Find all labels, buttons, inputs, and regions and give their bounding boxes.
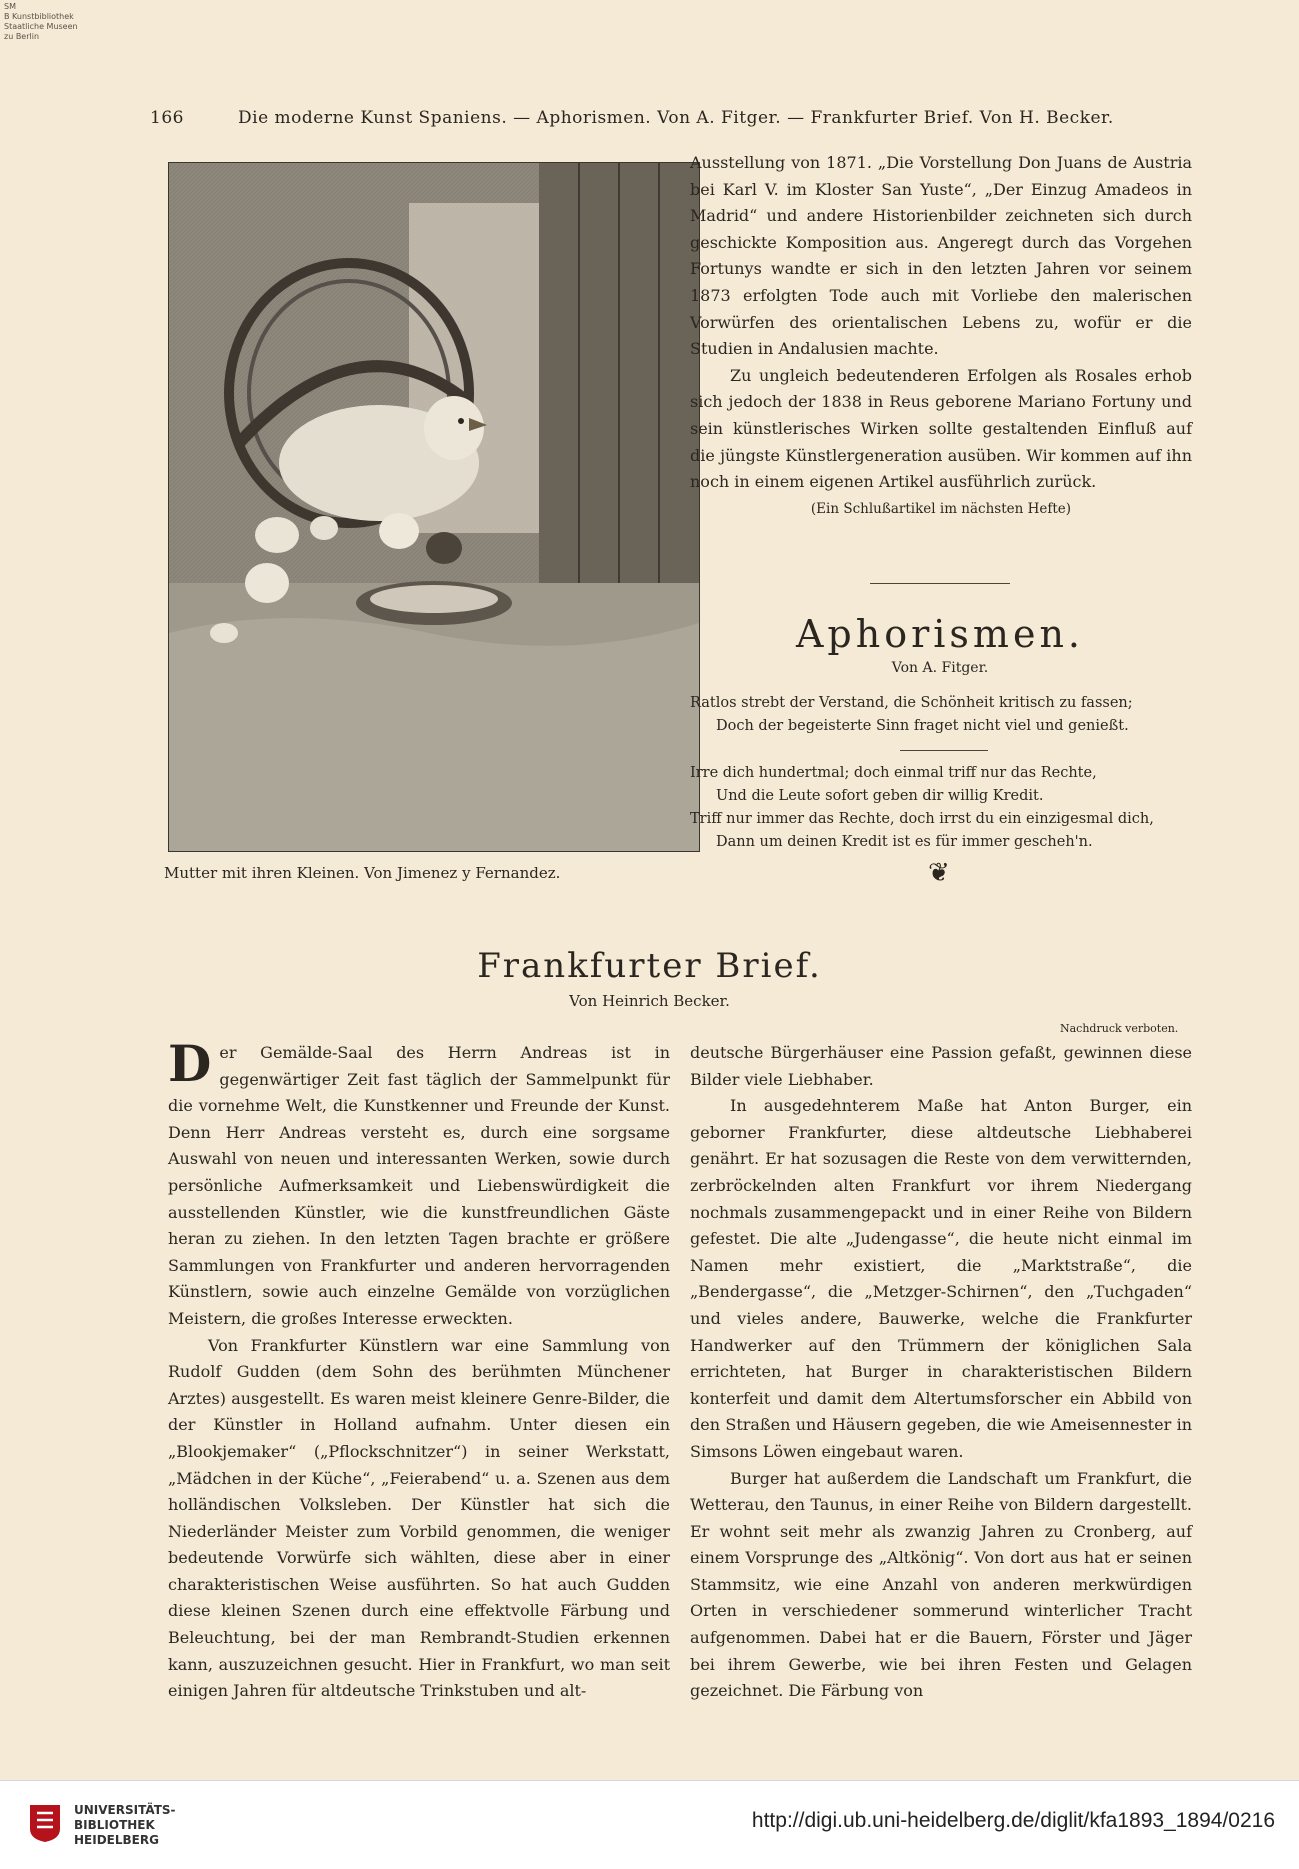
institution-line: BIBLIOTHEK	[74, 1818, 155, 1832]
verse-line: Doch der begeisterte Sinn fraget nicht viel und genießt.	[716, 718, 1129, 734]
frankfurt-left-column	[168, 1034, 670, 1705]
frankfurt-author: Von Heinrich Becker.	[569, 992, 730, 1010]
verse-line: Ratlos strebt der Verstand, die Schönheit kritisch zu fassen;	[690, 695, 1133, 711]
section-divider	[870, 583, 1010, 584]
institution-line: HEIDELBERG	[74, 1833, 159, 1847]
paragraph: In ausgedehnterem Maße hat Anton Burger, ein geborner Frankfurter, diese altdeutsche Liebhaberei genährt. Er hat sozusagen die Reste von dem verwitternden, zerbröckelnden alten Frankfurt vor ihrem Niedergang nochmals zusammengepackt und in einer Reihe von Bildern gefestet. Die alte „Judengasse“, die heute nicht einmal im Namen mehr existiert, die „Marktstraße“, die „Bendergasse“, die „Metzger-Schirnen“, den „Tuchgaden“ und vieles andere, Bauwerke, welche die Frankfurter Handwerker auf den Trümmern der königlichen Sala errichteten, hat Burger in charakteristischen Bildern konterfeit und damit dem Altertumsforscher ein Abbild von den Straßen und Häusern gegeben, die wie Ameisennester in Simsons Löwen eingebaut waren.	[690, 1096, 1192, 1461]
illustration-drawing	[169, 163, 699, 851]
library-stamp	[4, 2, 124, 42]
aphorism-stanza-2	[690, 762, 1190, 854]
paragraph: Zu ungleich bedeutenderen Erfolgen als Rosales erhob sich jedoch der 1838 in Reus geborene Mariano Fortuny und sein künstlerisches Wirken sollte gestaltenden Einfluß auf die jüngste Künstlergeneration ausüben. Wir kommen auf ihn noch in einem eigenen Artikel ausführlich zurück.	[690, 365, 1192, 492]
institution-name	[74, 1803, 176, 1848]
drop-cap: D	[168, 1034, 212, 1093]
aphorism-stanza-1	[690, 692, 1190, 738]
stamp-line: SM	[4, 2, 16, 11]
paragraph: Burger hat außerdem die Landschaft um Frankfurt, die Wetterau, den Taunus, in einer Reihe von Bildern dargestellt. Er wohnt seit mehr als zwanzig Jahren zu Cronberg, auf einem Vorsprunge des „Altkönig“. Von dort aus hat er seinen Stammsitz, wie eine Anzahl von anderen merkwürdigen Orten in verschiedener sommerund winterlicher Tracht aufgenommen. Dabei hat er die Bauern, Förster und Jäger bei ihrem Gewerbe, wie bei ihren Festen und Gelagen gezeichnet. Die Färbung von	[690, 1468, 1192, 1701]
figure-caption: Mutter mit ihren Kleinen. Von Jimenez y Fernandez.	[164, 864, 561, 882]
fleuron-ornament-icon: ❦	[928, 858, 950, 888]
source-url-link[interactable]: http://digi.ub.uni-heidelberg.de/diglit/kfa1893_1894/0216	[751, 1809, 1275, 1832]
illustration-hen-with-chicks	[168, 162, 700, 852]
paragraph: deutsche Bürgerhäuser eine Passion gefaßt, gewinnen diese Bilder viele Liebhaber.	[690, 1043, 1192, 1089]
university-library-logo-icon	[28, 1803, 62, 1843]
running-title: Die moderne Kunst Spaniens. — Aphorismen. Von A. Fitger. — Frankfurter Brief. Von H. Becker.	[238, 108, 1114, 128]
paragraph	[168, 1034, 670, 1333]
stamp-line: Staatliche Museen	[4, 22, 78, 31]
frankfurt-right-column	[690, 1040, 1192, 1705]
continuation-note: (Ein Schlußartikel im nächsten Hefte)	[810, 500, 1072, 517]
frankfurt-title: Frankfurter Brief.	[477, 946, 822, 986]
paragraph: Ausstellung von 1871. „Die Vorstellung Don Juans de Austria bei Karl V. im Kloster San Yuste“, „Der Einzug Amadeos in Madrid“ und andere Historienbilder zeichneten sich durch geschickte Komposition aus. Angeregt durch das Vorgehen Fortunys wandte er sich in den letzten Jahren vor seinem 1873 erfolgten Tode auch mit Vorliebe den malerischen Vorwürfen des orientalischen Lebens zu, wofür er die Studien in Andalusien machte.	[690, 153, 1192, 359]
stamp-line: B Kunstbibliothek	[4, 12, 74, 21]
stanza-divider	[900, 750, 988, 751]
verse-line: Und die Leute sofort geben dir willig Kredit.	[716, 788, 1044, 804]
aphorisms-author: Von A. Fitger.	[891, 660, 989, 676]
spain-article-continuation	[690, 150, 1192, 520]
institution-line: UNIVERSITÄTS-	[74, 1803, 176, 1817]
verse-line: Irre dich hundertmal; doch einmal triff nur das Rechte,	[690, 765, 1097, 781]
paragraph-text: er Gemälde-Saal des Herrn Andreas ist in gegenwärtiger Zeit fast täglich der Sammelpunkt für die vornehme Welt, die Kunstkenner und Freunde der Kunst. Denn Herr Andreas versteht es, durch eine sorgsame Auswahl von neuen und interessanten Werken, sowie durch persönliche Aufmerksamkeit und Liebenswürdigkeit die ausstellenden Künstler, wie die kunstfreundlichen Gäste heran zu ziehen. In den letzten Tagen brachte er größere Sammlungen von Frankfurter und anderen hervorragenden Künstlern, sowie auch einzelne Gemälde von vorzüglichen Meistern, die großes Interesse erweckten.	[168, 1043, 670, 1328]
digitization-footer	[0, 1780, 1299, 1869]
stamp-line: zu Berlin	[4, 32, 40, 41]
reprint-notice: Nachdruck verboten.	[1060, 1022, 1179, 1035]
verse-line: Dann um deinen Kredit ist es für immer gescheh'n.	[716, 834, 1093, 850]
page-number: 166	[150, 108, 184, 128]
paragraph: Von Frankfurter Künstlern war eine Sammlung von Rudolf Gudden (dem Sohn des berühmten Münchener Arztes) ausgestellt. Es waren meist kleinere Genre-Bilder, die der Künstler in Holland aufnahm. Unter diesen ein „Blookjemaker“ („Pflockschnitzer“) in seiner Werkstatt, „Mädchen in der Küche“, „Feierabend“ u. a. Szenen aus dem holländischen Volksleben. Der Künstler hat sich die Niederländer Meister zum Vorbild genommen, die weniger bedeutende Vorwürfe sich wählten, diese aber in einer charakteristischen Weise ausführten. So hat auch Gudden diese kleinen Szenen durch eine effektvolle Färbung und Beleuchtung, bei der man Rembrandt-Studien erkennen kann, auszuzeichnen gesucht. Hier in Frankfurt, wo man seit einigen Jahren für altdeutsche Trinkstuben und alt-	[168, 1335, 670, 1701]
verse-line: Triff nur immer das Rechte, doch irrst du ein einzigesmal dich,	[690, 811, 1154, 827]
aphorisms-title: Aphorismen.	[795, 612, 1084, 656]
